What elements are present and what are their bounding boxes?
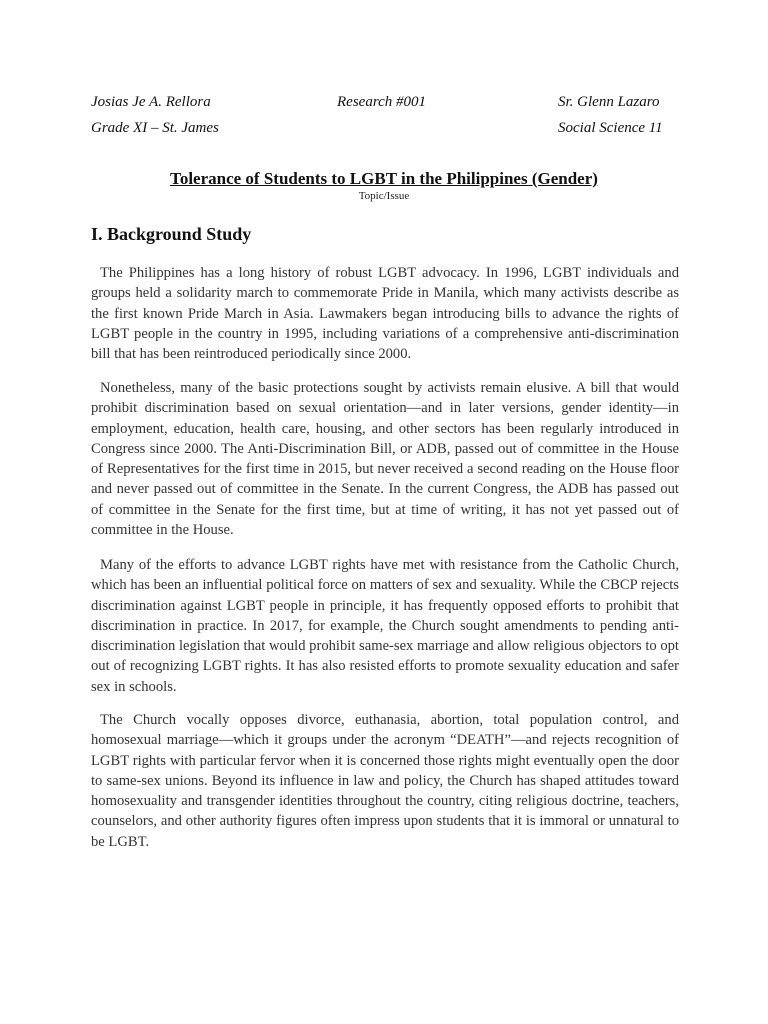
research-number: Research #001 [337, 94, 427, 110]
author-name: Josias Je A. Rellora [91, 94, 211, 110]
teacher-name: Sr. Glenn Lazaro [558, 94, 660, 110]
document-title: Tolerance of Students to LGBT in the Philippines (Gender) [170, 169, 598, 188]
section-heading: I. Background Study [91, 224, 252, 244]
paragraph: Nonetheless, many of the basic protections sought by activists remain elusive. A bill that would prohibit discrimination based on sexual orientation—and in later versions, gender identity—in employment, education, health care, housing, and other sectors has been regularly introduced in Congress since 2000. The Anti-Discrimination Bill, or ADB, passed out of committee in the House of Representatives for the first time in 2015, but never received a second reading on the House floor and never passed out of committee in the Senate. In the current Congress, the ADB has passed out of committee in the Senate for the first time, but at time of writing, it has not yet passed out of committee in the House. [91, 380, 679, 539]
paragraph: The Philippines has a long history of robust LGBT advocacy. In 1996, LGBT individuals and groups held a solidarity march to commemorate Pride in Manila, which many activists describe as the first known Pride March in Asia. Lawmakers began introducing bills to advance the rights of LGBT people in the country in 1995, including variations of a comprehensive anti-discrimination bill that has been reintroduced periodically since 2000. [91, 265, 679, 363]
title-block [0, 168, 768, 203]
paragraph: Many of the efforts to advance LGBT rights have met with resistance from the Catholic Church, which has been an influential political force on matters of sex and sexuality. While the CBCP rejects discrimination against LGBT people in principle, it has frequently opposed efforts to prohibit that discrimination in practice. In 2017, for example, the Church sought amendments to pending anti-discrimination legislation that would prohibit same-sex marriage and allow religious objectors to opt out of recognizing LGBT rights. It has also resisted efforts to promote sexuality education and safer sex in schools. [91, 557, 679, 695]
subject-name: Social Science 11 [558, 120, 663, 136]
paragraph: The Church vocally opposes divorce, euthanasia, abortion, total population control, and homosexual marriage—which it groups under the acronym “DEATH”—and rejects recognition of LGBT rights with particular fervor when it is concerned those rights might eventually open the door to same-sex unions. Beyond its influence in law and policy, the Church has shaped attitudes toward homosexuality and transgender identities throughout the country, citing religious doctrine, teachers, counselors, and other authority figures often impress upon students that it is immoral or unnatural to be LGBT. [91, 712, 679, 850]
document-subtitle: Topic/Issue [358, 190, 410, 202]
grade-section: Grade XI – St. James [91, 120, 219, 136]
